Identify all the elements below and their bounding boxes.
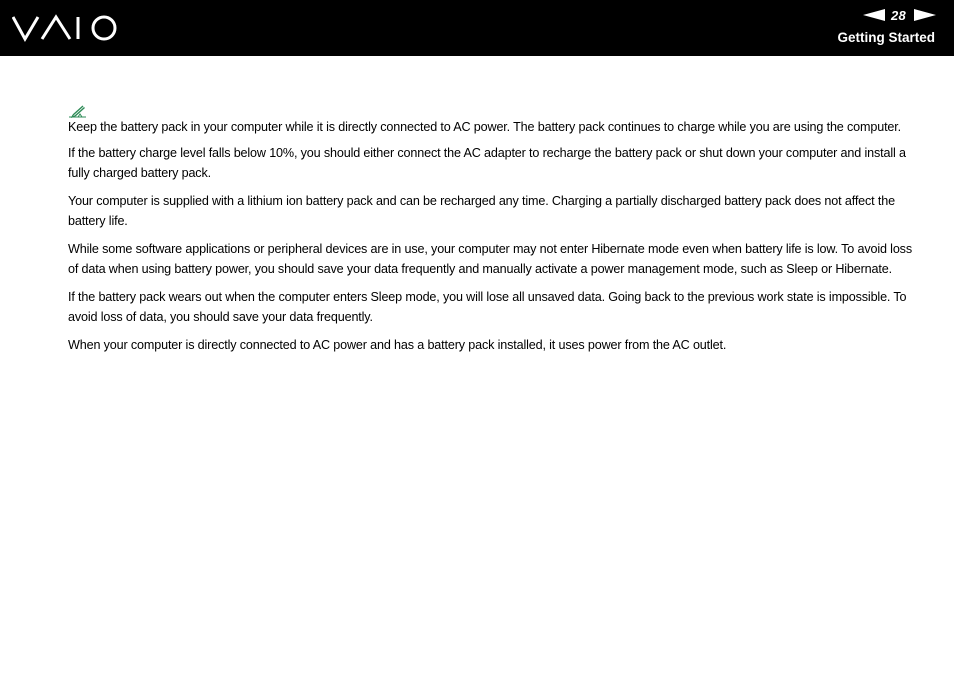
page-content	[68, 104, 914, 365]
page-number: 28	[890, 7, 906, 23]
paragraph-low-battery: If the battery charge level falls below 10%, you should either connect the AC adapter to recharge the battery pack or shut down your computer and install a fully charged battery pack.	[68, 146, 906, 180]
section-title: Getting Started	[837, 30, 935, 45]
paragraph-hibernate: While some software applications or peripheral devices are in use, your computer may not enter Hibernate mode even when battery life is low. To avoid loss of data when using battery power, you should save your data frequently and manually activate a power management mode, such as Sleep or Hibernate.	[68, 242, 912, 276]
paragraph-sleep-mode: If the battery pack wears out when the computer enters Sleep mode, you will lose all unsaved data. Going back to the previous work state is impossible. To avoid loss of data, you should save your data frequently.	[68, 290, 907, 324]
vaio-logo	[12, 13, 120, 43]
note-text: Keep the battery pack in your computer while it is directly connected to AC power. The battery pack continues to charge while you are using the computer.	[68, 120, 901, 134]
right-triangle-arrow-icon[interactable]	[914, 9, 936, 21]
page-header	[0, 0, 954, 56]
pencil-note-icon	[68, 104, 87, 118]
paragraph-ac-power: When your computer is directly connected to AC power and has a battery pack installed, it uses power from the AC outlet.	[68, 338, 727, 352]
paragraph-lithium-ion: Your computer is supplied with a lithium ion battery pack and can be recharged any time. Charging a partially discharged battery pack does not affect the battery life.	[68, 194, 895, 228]
left-triangle-arrow-icon[interactable]	[863, 9, 885, 21]
page-navigation	[863, 7, 936, 23]
